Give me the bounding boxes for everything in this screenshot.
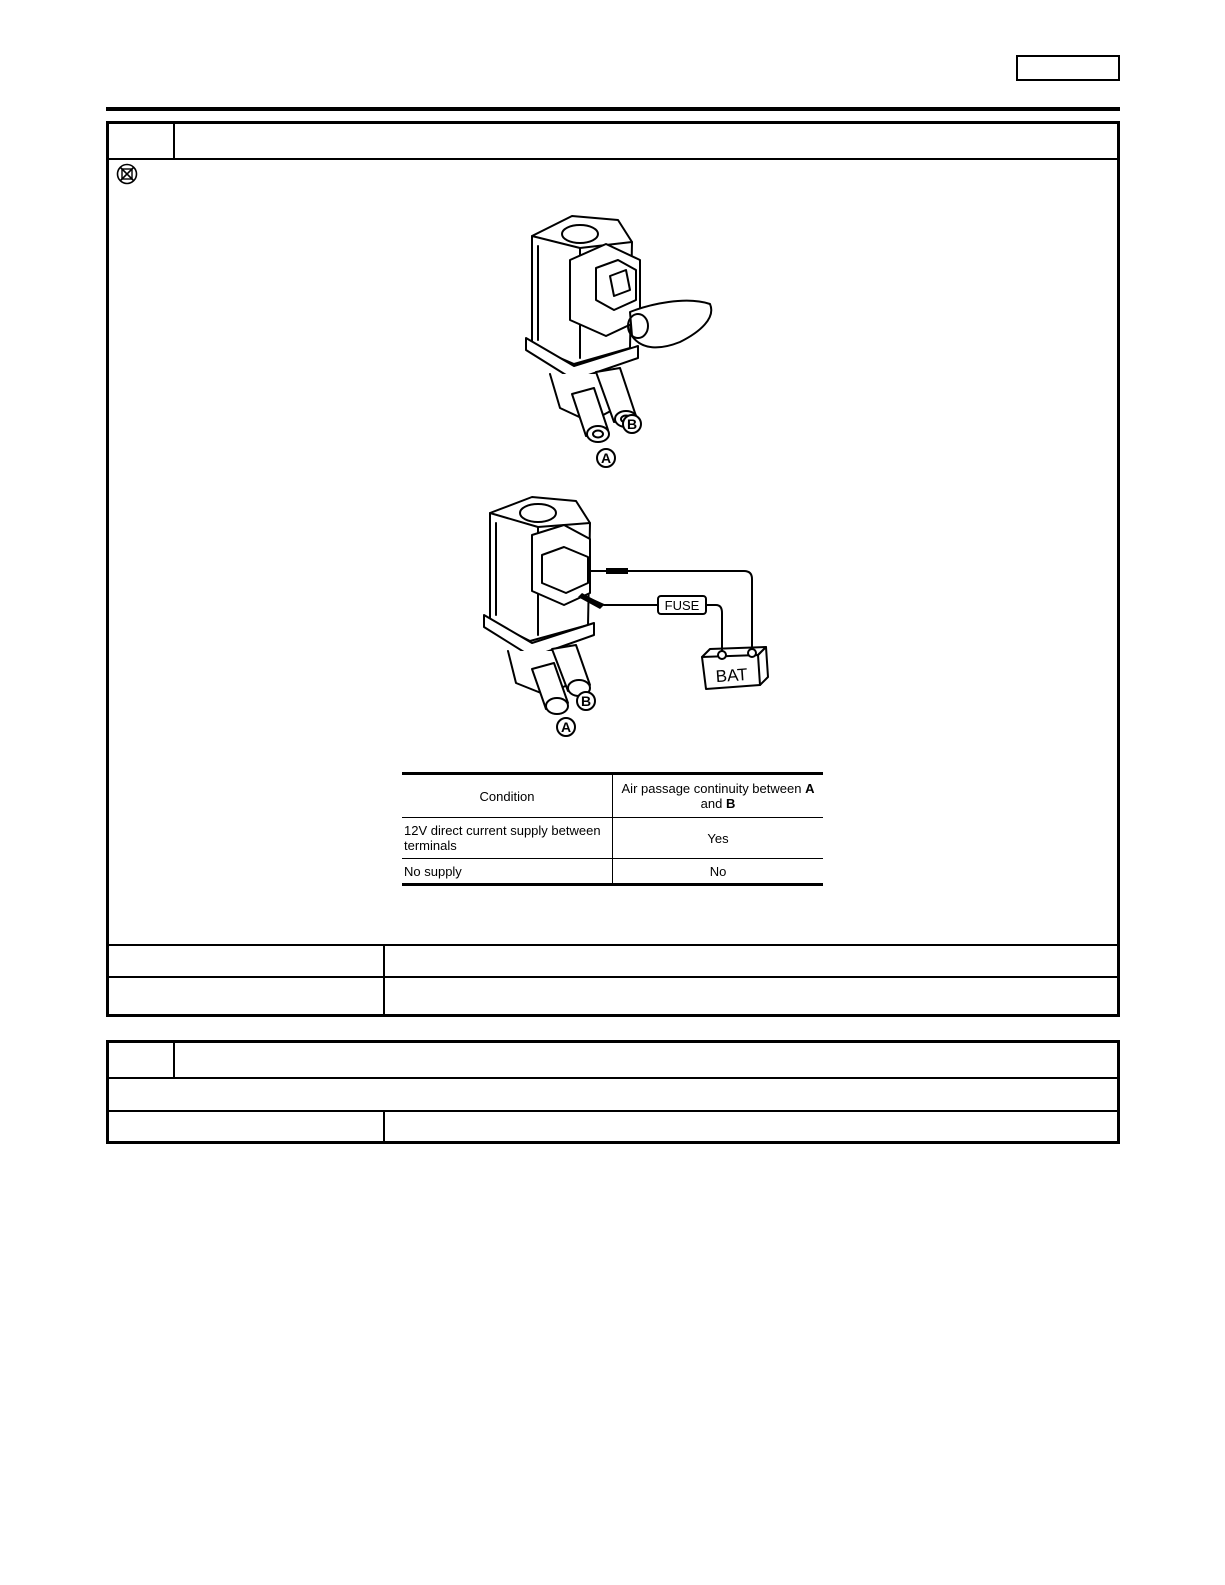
header-rule	[106, 107, 1120, 111]
solenoid-battery-test-figure	[476, 495, 776, 749]
continuity-cell: Yes	[613, 818, 824, 859]
fuse-label: FUSE	[664, 598, 700, 613]
callout-b-bottom: B	[580, 693, 592, 709]
battery-label: BAT	[715, 664, 749, 687]
condition-cell: No supply	[402, 859, 613, 885]
condition-cell: 12V direct current supply between terminals	[402, 818, 613, 859]
continuity-cell: No	[613, 859, 824, 885]
callout-a-bottom: A	[560, 719, 572, 735]
condition-table	[402, 772, 823, 886]
table-row	[402, 859, 823, 885]
section-code-box	[1016, 55, 1120, 81]
result-divider	[383, 944, 385, 1014]
step-title-rule	[109, 158, 1117, 160]
inspection-ban-icon	[116, 163, 138, 185]
result-divider	[383, 1110, 385, 1141]
header-condition: Condition	[402, 774, 613, 818]
callout-b-top: B	[626, 416, 638, 432]
header-continuity: Air passage continuity between A and B	[613, 774, 824, 818]
solenoid-disconnect-figure	[510, 208, 720, 478]
step-title-rule	[109, 1077, 1117, 1079]
step-number-divider	[173, 124, 175, 158]
result-row-rule	[109, 1110, 1117, 1112]
table-row	[402, 818, 823, 859]
step-number-divider	[173, 1043, 175, 1077]
result-row-rule-2	[109, 976, 1117, 978]
result-row-rule-1	[109, 944, 1117, 946]
callout-a-top: A	[600, 450, 612, 466]
step-box-2	[106, 1040, 1120, 1144]
